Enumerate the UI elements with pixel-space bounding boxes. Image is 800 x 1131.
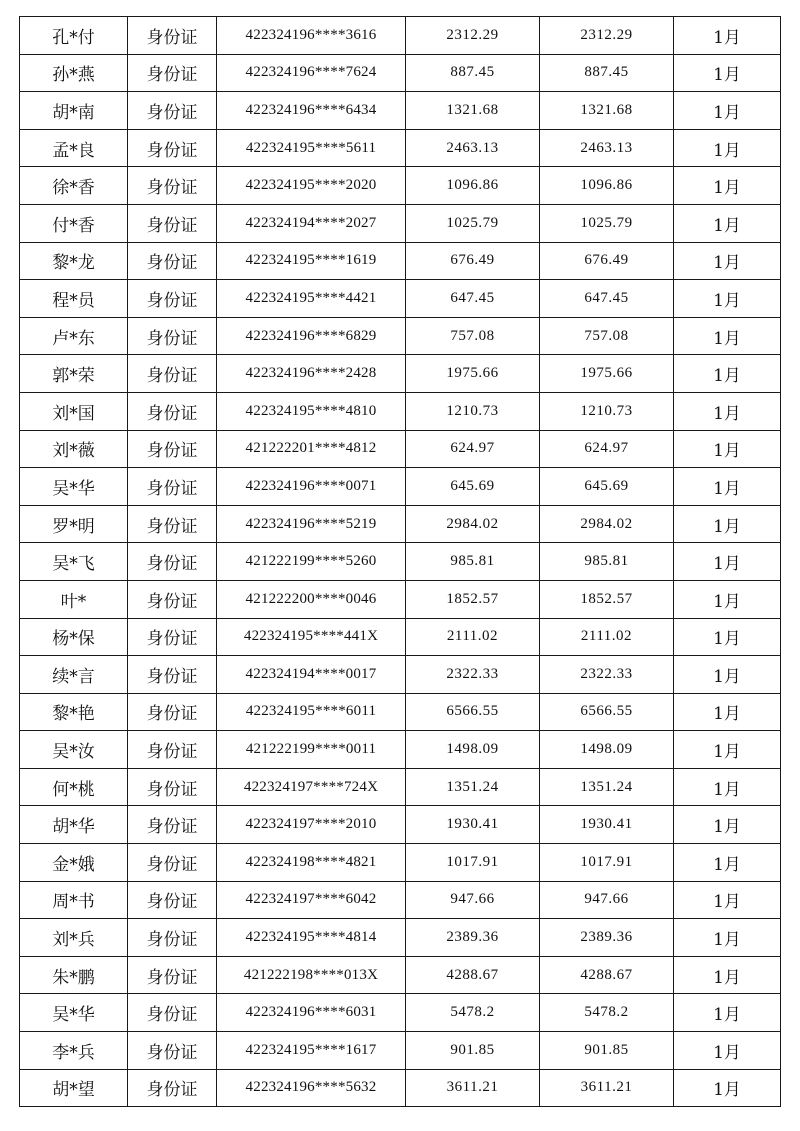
- month-cell: 1月: [674, 956, 781, 994]
- month-cell: 1月: [674, 92, 781, 130]
- id-type-cell: 身份证: [128, 280, 217, 318]
- name-cell: 罗*明: [20, 505, 128, 543]
- paid-amount-cell: 1096.86: [540, 167, 674, 205]
- month-cell: 1月: [674, 280, 781, 318]
- month-cell: 1月: [674, 317, 781, 355]
- id-number-cell: 422324196****7624: [217, 54, 406, 92]
- table-row: [20, 693, 781, 731]
- amount-cell: 901.85: [406, 1032, 540, 1070]
- amount-cell: 757.08: [406, 317, 540, 355]
- id-type-cell: 身份证: [128, 844, 217, 882]
- table-row: [20, 994, 781, 1032]
- name-cell: 刘*薇: [20, 430, 128, 468]
- id-type-cell: 身份证: [128, 919, 217, 957]
- month-cell: 1月: [674, 580, 781, 618]
- id-type-cell: 身份证: [128, 167, 217, 205]
- id-type-cell: 身份证: [128, 768, 217, 806]
- paid-amount-cell: 647.45: [540, 280, 674, 318]
- name-cell: 刘*兵: [20, 919, 128, 957]
- id-number-cell: 422324196****5632: [217, 1069, 406, 1107]
- amount-cell: 645.69: [406, 468, 540, 506]
- paid-amount-cell: 901.85: [540, 1032, 674, 1070]
- month-cell: 1月: [674, 17, 781, 55]
- paid-amount-cell: 1852.57: [540, 580, 674, 618]
- table-row: [20, 92, 781, 130]
- amount-cell: 3611.21: [406, 1069, 540, 1107]
- id-number-cell: 422324195****2020: [217, 167, 406, 205]
- amount-cell: 1930.41: [406, 806, 540, 844]
- name-cell: 李*兵: [20, 1032, 128, 1070]
- name-cell: 孙*燕: [20, 54, 128, 92]
- table-row: [20, 656, 781, 694]
- id-number-cell: 422324195****4814: [217, 919, 406, 957]
- month-cell: 1月: [674, 505, 781, 543]
- amount-cell: 947.66: [406, 881, 540, 919]
- paid-amount-cell: 2389.36: [540, 919, 674, 957]
- name-cell: 孟*良: [20, 129, 128, 167]
- paid-amount-cell: 1498.09: [540, 731, 674, 769]
- paid-amount-cell: 5478.2: [540, 994, 674, 1032]
- paid-amount-cell: 1017.91: [540, 844, 674, 882]
- table-row: [20, 505, 781, 543]
- table-row: [20, 1032, 781, 1070]
- amount-cell: 985.81: [406, 543, 540, 581]
- name-cell: 杨*保: [20, 618, 128, 656]
- amount-cell: 676.49: [406, 242, 540, 280]
- amount-cell: 2984.02: [406, 505, 540, 543]
- id-type-cell: 身份证: [128, 242, 217, 280]
- name-cell: 金*娥: [20, 844, 128, 882]
- id-number-cell: 422324196****0071: [217, 468, 406, 506]
- records-table: [19, 16, 781, 1107]
- table-row: [20, 881, 781, 919]
- table-row: [20, 430, 781, 468]
- table-row: [20, 543, 781, 581]
- paid-amount-cell: 1210.73: [540, 392, 674, 430]
- name-cell: 吴*飞: [20, 543, 128, 581]
- id-type-cell: 身份证: [128, 543, 217, 581]
- month-cell: 1月: [674, 54, 781, 92]
- table-row: [20, 167, 781, 205]
- paid-amount-cell: 4288.67: [540, 956, 674, 994]
- id-type-cell: 身份证: [128, 129, 217, 167]
- id-type-cell: 身份证: [128, 1069, 217, 1107]
- amount-cell: 1017.91: [406, 844, 540, 882]
- month-cell: 1月: [674, 543, 781, 581]
- id-type-cell: 身份证: [128, 17, 217, 55]
- table-row: [20, 204, 781, 242]
- id-number-cell: 422324197****6042: [217, 881, 406, 919]
- name-cell: 黎*龙: [20, 242, 128, 280]
- paid-amount-cell: 757.08: [540, 317, 674, 355]
- name-cell: 周*书: [20, 881, 128, 919]
- name-cell: 何*桃: [20, 768, 128, 806]
- id-number-cell: 422324195****1619: [217, 242, 406, 280]
- name-cell: 卢*东: [20, 317, 128, 355]
- month-cell: 1月: [674, 129, 781, 167]
- table-row: [20, 17, 781, 55]
- table-row: [20, 919, 781, 957]
- name-cell: 刘*国: [20, 392, 128, 430]
- month-cell: 1月: [674, 204, 781, 242]
- id-number-cell: 422324196****6434: [217, 92, 406, 130]
- id-type-cell: 身份证: [128, 92, 217, 130]
- month-cell: 1月: [674, 430, 781, 468]
- table-row: [20, 317, 781, 355]
- name-cell: 孔*付: [20, 17, 128, 55]
- amount-cell: 6566.55: [406, 693, 540, 731]
- id-type-cell: 身份证: [128, 956, 217, 994]
- month-cell: 1月: [674, 919, 781, 957]
- table-row: [20, 280, 781, 318]
- table-row: [20, 468, 781, 506]
- paid-amount-cell: 624.97: [540, 430, 674, 468]
- id-type-cell: 身份证: [128, 355, 217, 393]
- month-cell: 1月: [674, 392, 781, 430]
- name-cell: 郭*荣: [20, 355, 128, 393]
- id-number-cell: 421222201****4812: [217, 430, 406, 468]
- table-row: [20, 844, 781, 882]
- id-number-cell: 422324198****4821: [217, 844, 406, 882]
- table-row: [20, 731, 781, 769]
- paid-amount-cell: 2463.13: [540, 129, 674, 167]
- amount-cell: 1096.86: [406, 167, 540, 205]
- name-cell: 吴*汝: [20, 731, 128, 769]
- paid-amount-cell: 985.81: [540, 543, 674, 581]
- amount-cell: 1852.57: [406, 580, 540, 618]
- month-cell: 1月: [674, 618, 781, 656]
- paid-amount-cell: 1930.41: [540, 806, 674, 844]
- id-number-cell: 422324195****1617: [217, 1032, 406, 1070]
- id-type-cell: 身份证: [128, 468, 217, 506]
- paid-amount-cell: 3611.21: [540, 1069, 674, 1107]
- id-number-cell: 422324196****3616: [217, 17, 406, 55]
- id-number-cell: 422324195****6011: [217, 693, 406, 731]
- table-row: [20, 355, 781, 393]
- table-row: [20, 54, 781, 92]
- table-row: [20, 618, 781, 656]
- id-number-cell: 422324195****5611: [217, 129, 406, 167]
- name-cell: 吴*华: [20, 994, 128, 1032]
- amount-cell: 1025.79: [406, 204, 540, 242]
- table-row: [20, 768, 781, 806]
- id-type-cell: 身份证: [128, 430, 217, 468]
- id-type-cell: 身份证: [128, 994, 217, 1032]
- id-type-cell: 身份证: [128, 731, 217, 769]
- month-cell: 1月: [674, 844, 781, 882]
- id-type-cell: 身份证: [128, 317, 217, 355]
- paid-amount-cell: 2111.02: [540, 618, 674, 656]
- amount-cell: 2111.02: [406, 618, 540, 656]
- paid-amount-cell: 947.66: [540, 881, 674, 919]
- table-row: [20, 392, 781, 430]
- amount-cell: 4288.67: [406, 956, 540, 994]
- name-cell: 胡*南: [20, 92, 128, 130]
- amount-cell: 647.45: [406, 280, 540, 318]
- amount-cell: 5478.2: [406, 994, 540, 1032]
- name-cell: 程*员: [20, 280, 128, 318]
- name-cell: 胡*华: [20, 806, 128, 844]
- paid-amount-cell: 1321.68: [540, 92, 674, 130]
- table-row: [20, 1069, 781, 1107]
- id-number-cell: 422324197****2010: [217, 806, 406, 844]
- paid-amount-cell: 1025.79: [540, 204, 674, 242]
- month-cell: 1月: [674, 242, 781, 280]
- month-cell: 1月: [674, 355, 781, 393]
- amount-cell: 1210.73: [406, 392, 540, 430]
- id-number-cell: 422324196****2428: [217, 355, 406, 393]
- paid-amount-cell: 1351.24: [540, 768, 674, 806]
- name-cell: 吴*华: [20, 468, 128, 506]
- id-type-cell: 身份证: [128, 806, 217, 844]
- id-number-cell: 422324197****724X: [217, 768, 406, 806]
- id-type-cell: 身份证: [128, 54, 217, 92]
- records-table-body: [20, 17, 781, 1107]
- name-cell: 朱*鹏: [20, 956, 128, 994]
- amount-cell: 2389.36: [406, 919, 540, 957]
- paid-amount-cell: 2312.29: [540, 17, 674, 55]
- name-cell: 续*言: [20, 656, 128, 694]
- id-number-cell: 422324196****6829: [217, 317, 406, 355]
- id-type-cell: 身份证: [128, 881, 217, 919]
- month-cell: 1月: [674, 1032, 781, 1070]
- name-cell: 付*香: [20, 204, 128, 242]
- id-number-cell: 422324195****4810: [217, 392, 406, 430]
- id-number-cell: 422324196****6031: [217, 994, 406, 1032]
- month-cell: 1月: [674, 468, 781, 506]
- paid-amount-cell: 2984.02: [540, 505, 674, 543]
- paid-amount-cell: 6566.55: [540, 693, 674, 731]
- amount-cell: 624.97: [406, 430, 540, 468]
- amount-cell: 1321.68: [406, 92, 540, 130]
- id-type-cell: 身份证: [128, 618, 217, 656]
- table-row: [20, 806, 781, 844]
- table-row: [20, 956, 781, 994]
- id-type-cell: 身份证: [128, 505, 217, 543]
- table-row: [20, 580, 781, 618]
- id-number-cell: 422324195****441X: [217, 618, 406, 656]
- amount-cell: 2312.29: [406, 17, 540, 55]
- id-type-cell: 身份证: [128, 580, 217, 618]
- month-cell: 1月: [674, 994, 781, 1032]
- amount-cell: 1975.66: [406, 355, 540, 393]
- month-cell: 1月: [674, 768, 781, 806]
- id-type-cell: 身份证: [128, 693, 217, 731]
- amount-cell: 1498.09: [406, 731, 540, 769]
- paid-amount-cell: 1975.66: [540, 355, 674, 393]
- id-type-cell: 身份证: [128, 204, 217, 242]
- paid-amount-cell: 2322.33: [540, 656, 674, 694]
- table-row: [20, 129, 781, 167]
- id-number-cell: 422324195****4421: [217, 280, 406, 318]
- month-cell: 1月: [674, 881, 781, 919]
- id-number-cell: 421222199****5260: [217, 543, 406, 581]
- id-type-cell: 身份证: [128, 656, 217, 694]
- id-number-cell: 422324196****5219: [217, 505, 406, 543]
- id-number-cell: 421222199****0011: [217, 731, 406, 769]
- name-cell: 胡*望: [20, 1069, 128, 1107]
- table-row: [20, 242, 781, 280]
- month-cell: 1月: [674, 1069, 781, 1107]
- paid-amount-cell: 887.45: [540, 54, 674, 92]
- amount-cell: 1351.24: [406, 768, 540, 806]
- month-cell: 1月: [674, 731, 781, 769]
- month-cell: 1月: [674, 656, 781, 694]
- name-cell: 黎*艳: [20, 693, 128, 731]
- amount-cell: 887.45: [406, 54, 540, 92]
- id-type-cell: 身份证: [128, 392, 217, 430]
- month-cell: 1月: [674, 167, 781, 205]
- id-number-cell: 422324194****0017: [217, 656, 406, 694]
- name-cell: 叶*: [20, 580, 128, 618]
- paid-amount-cell: 676.49: [540, 242, 674, 280]
- amount-cell: 2322.33: [406, 656, 540, 694]
- id-number-cell: 421222198****013X: [217, 956, 406, 994]
- month-cell: 1月: [674, 806, 781, 844]
- amount-cell: 2463.13: [406, 129, 540, 167]
- paid-amount-cell: 645.69: [540, 468, 674, 506]
- id-type-cell: 身份证: [128, 1032, 217, 1070]
- name-cell: 徐*香: [20, 167, 128, 205]
- id-number-cell: 422324194****2027: [217, 204, 406, 242]
- id-number-cell: 421222200****0046: [217, 580, 406, 618]
- month-cell: 1月: [674, 693, 781, 731]
